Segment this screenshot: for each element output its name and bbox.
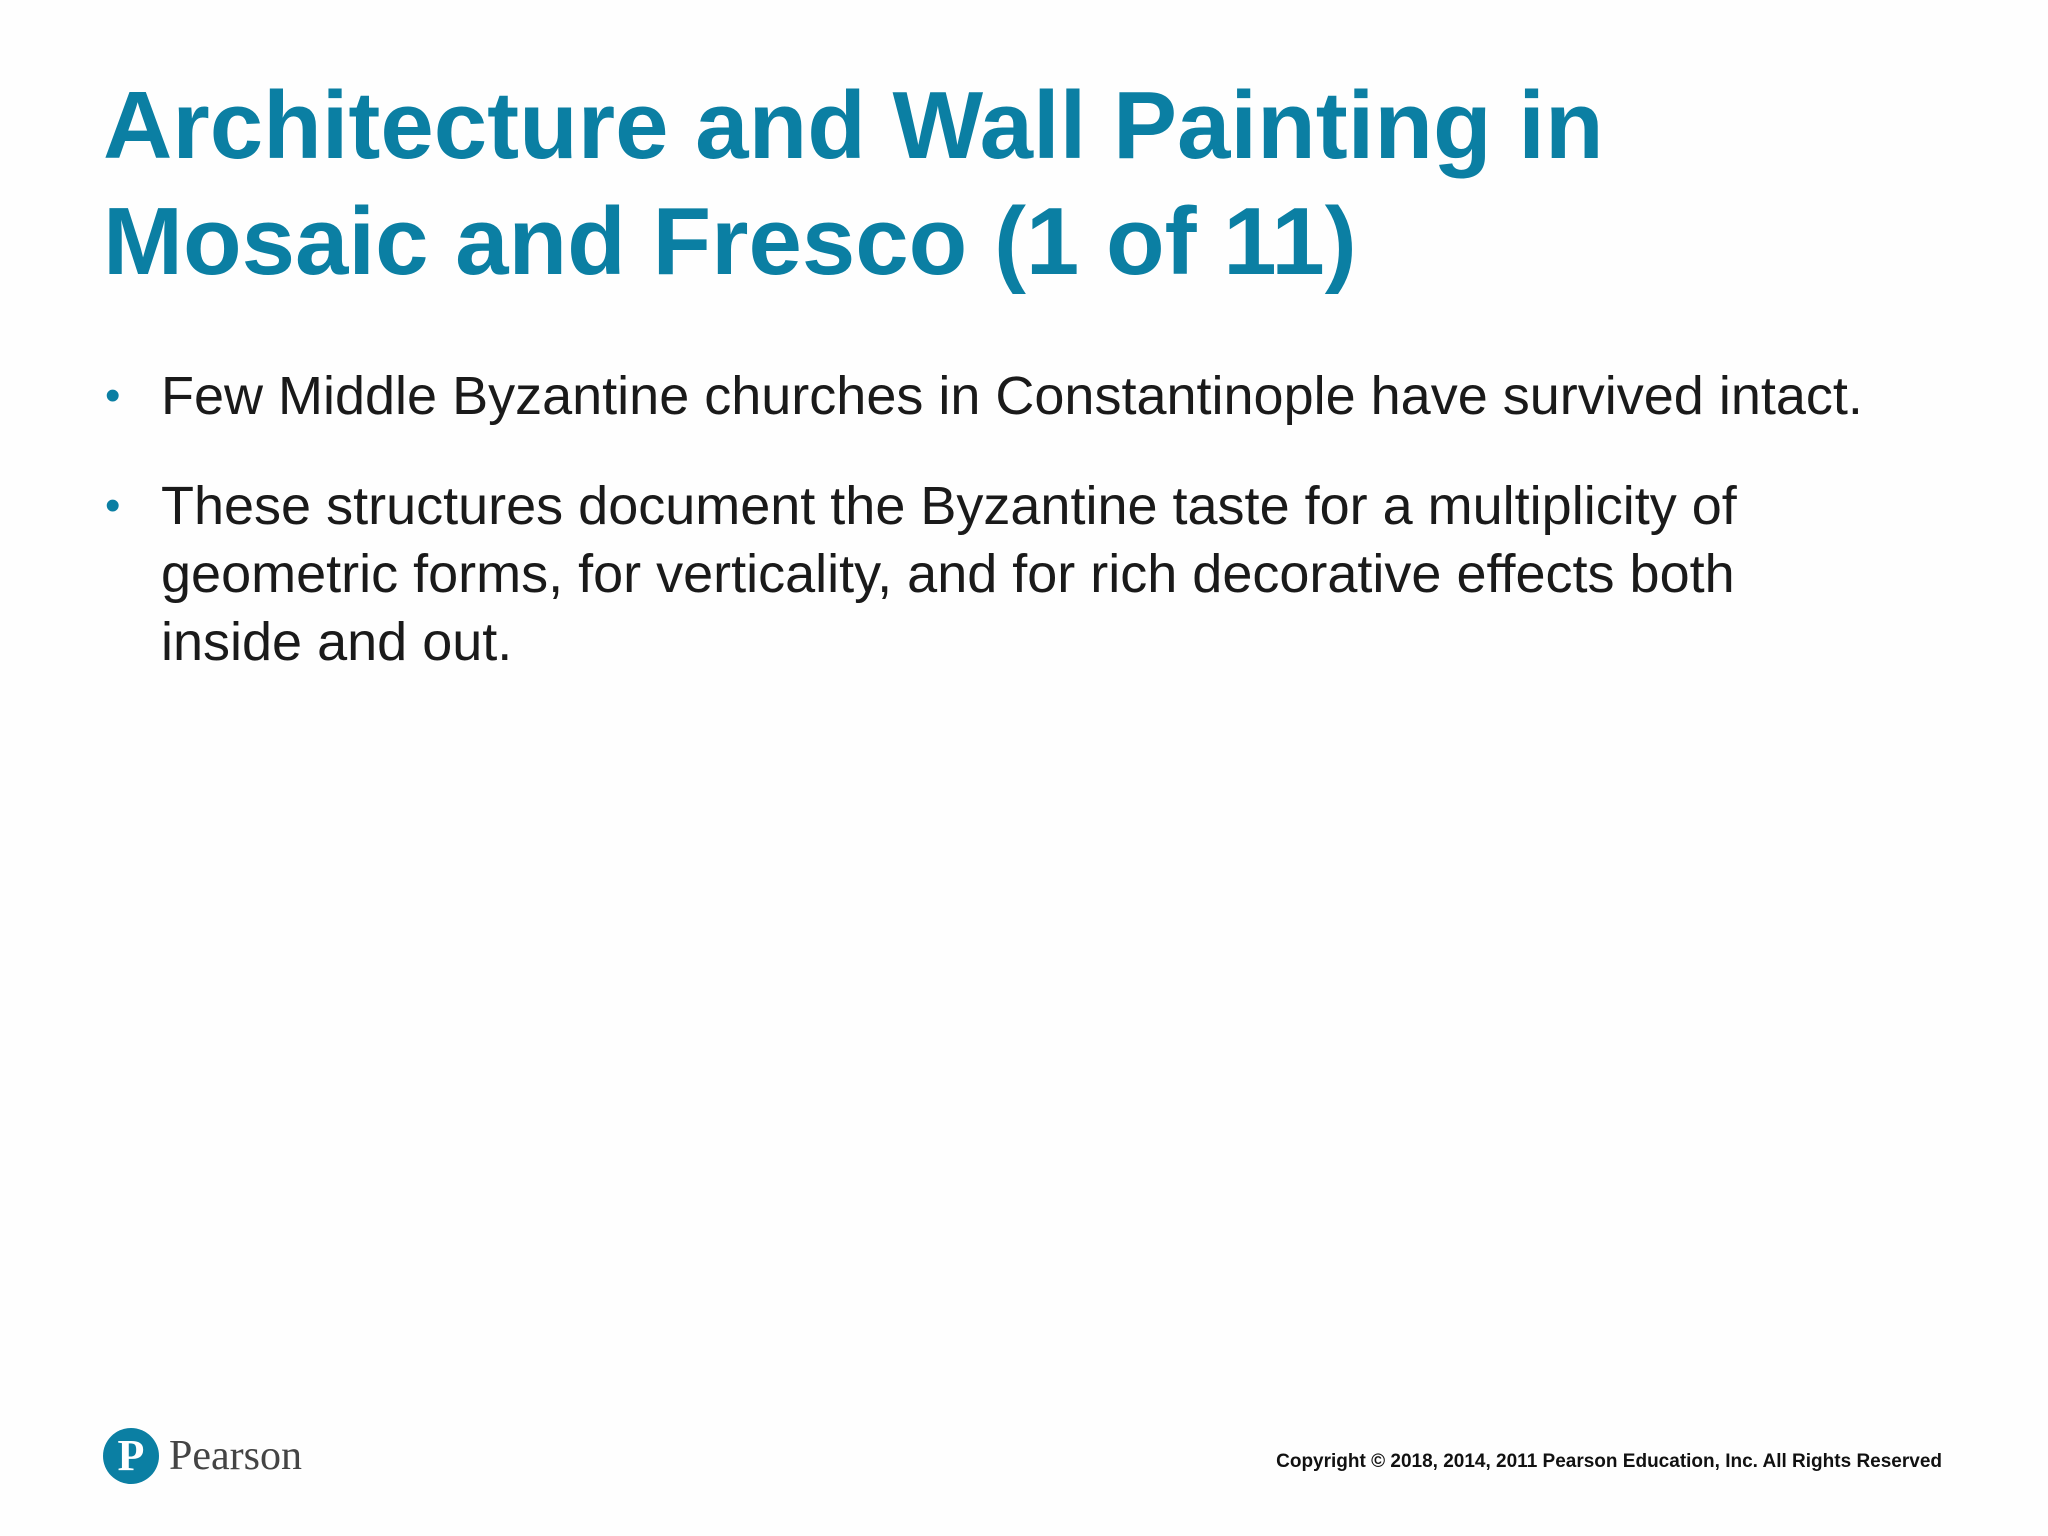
bullet-item: [103, 472, 1863, 676]
pearson-wordmark: Pearson: [169, 1433, 302, 1479]
bullet-item: [103, 362, 1863, 430]
bullet-marker: •: [105, 371, 121, 420]
bullet-text: These structures document the Byzantine taste for a multiplicity of geometric forms, for verticality, and for rich decorative effects both inside and out.: [161, 476, 1737, 672]
bullet-marker: •: [105, 481, 121, 530]
slide-title: Architecture and Wall Painting in Mosaic and Fresco (1 of 11): [103, 72, 1604, 295]
copyright-notice: Copyright © 2018, 2014, 2011 Pearson Education, Inc. All Rights Reserved: [1276, 1451, 1942, 1472]
pearson-logo-icon: P: [103, 1428, 159, 1484]
bullet-text: Few Middle Byzantine churches in Constantinople have survived intact.: [161, 366, 1863, 426]
pearson-logo: [103, 1428, 302, 1484]
bullet-list: [103, 362, 1863, 718]
